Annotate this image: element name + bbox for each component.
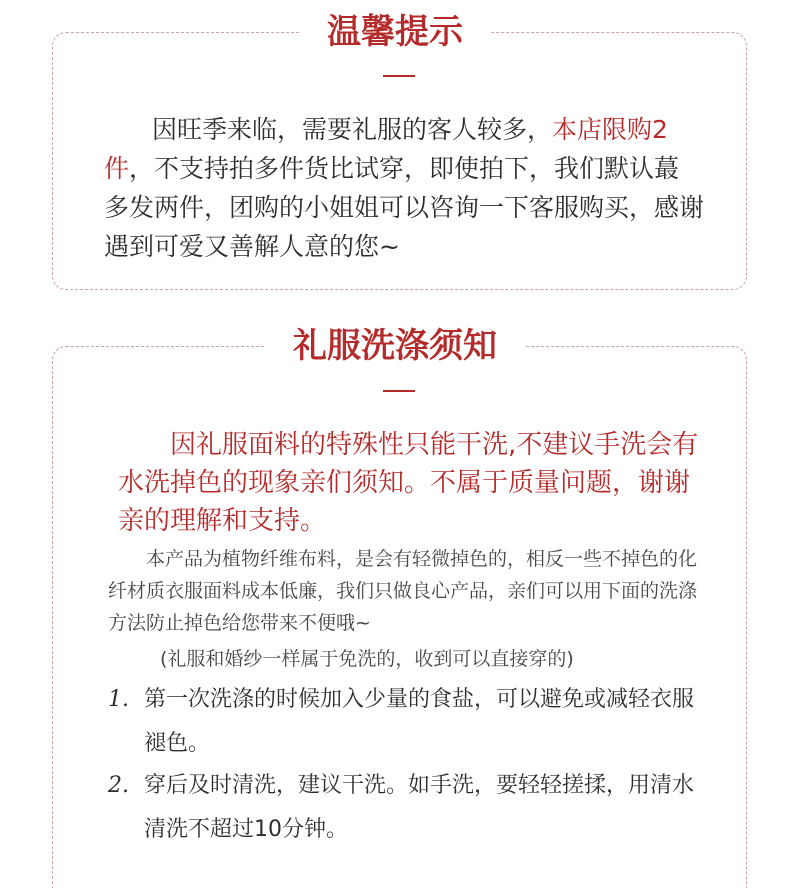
washing-info-text: 本产品为植物纤维布料，是会有轻微掉色的，相反一些不掉色的化纤材质衣服面料成本低廉，我们只做良心产品，亲们可以用下面的洗涤方法防止掉色给您带来不便哦~ xyxy=(108,548,698,634)
notice-title-divider xyxy=(383,75,415,77)
washing-warning-text: 因礼服面料的特殊性只能干洗,不建议手洗会有水洗掉色的现象亲们须知。不属于质量问题，谢谢亲的理解和支持。 xyxy=(118,430,699,536)
notice-text xyxy=(104,110,704,266)
washing-info xyxy=(108,543,708,639)
washing-warning xyxy=(118,426,708,540)
list-item xyxy=(108,764,708,852)
washing-title-divider xyxy=(383,390,415,392)
washing-title: 礼服洗涤须知 xyxy=(0,326,790,366)
list-item-text: 穿后及时清洗，建议干洗。如手洗，要轻轻搓揉，用清水清洗不超过10分钟。 xyxy=(144,773,695,842)
list-item-number: 1. xyxy=(108,687,129,712)
notice-limit-highlight: 本店限购2件 xyxy=(104,115,668,183)
list-item-number: 2. xyxy=(108,773,129,798)
notice-text-post: ，不支持拍多件货比试穿，即使拍下，我们默认蕞多发两件，团购的小姐姐可以咨询一下客服购买，感谢遇到可爱又善解人意的您~ xyxy=(104,154,705,261)
notice-title: 温馨提示 xyxy=(0,12,790,52)
list-item-text: 第一次洗涤的时候加入少量的食盐，可以避免或减轻衣服褪色。 xyxy=(144,687,695,756)
notice-text-pre: 因旺季来临，需要礼服的客人较多， xyxy=(152,115,553,144)
list-item xyxy=(108,678,708,766)
washing-note: (礼服和婚纱一样属于免洗的，收到可以直接穿的) xyxy=(160,648,574,670)
